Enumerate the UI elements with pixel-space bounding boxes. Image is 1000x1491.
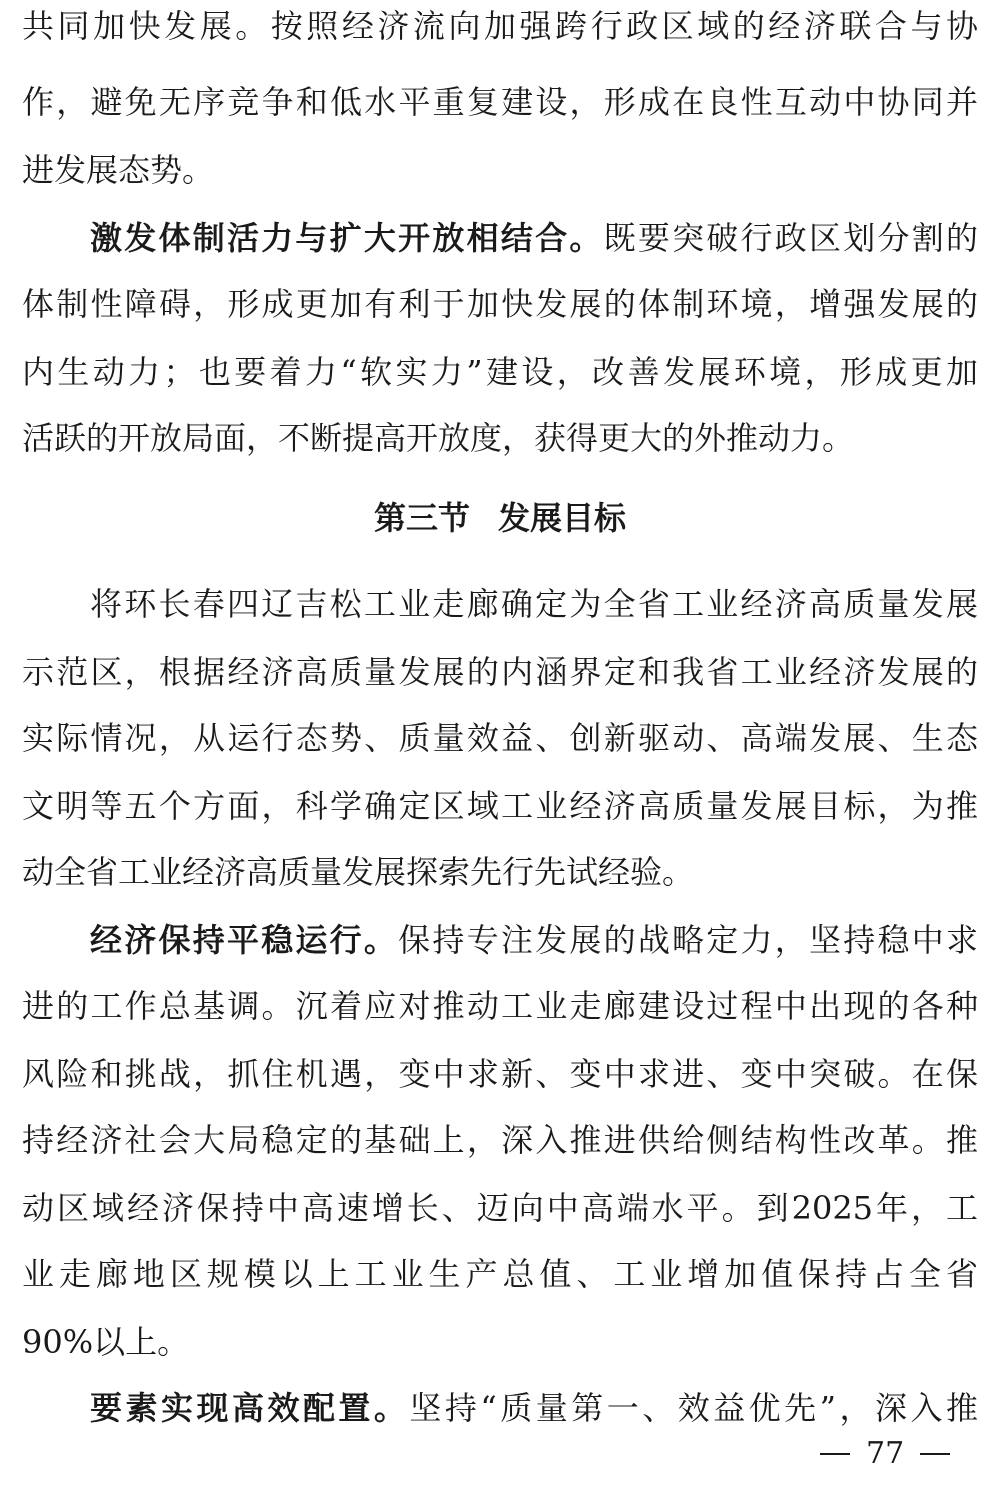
page-number: 77: [866, 1436, 905, 1471]
paragraph-line: 业走廊地区规模以上工业生产总值、工业增加值保持占全省: [22, 1255, 978, 1293]
paragraph-line: 实际情况，从运行态势、质量效益、创新驱动、高端发展、生态: [22, 719, 978, 757]
paragraph-line: 作，避免无序竞争和低水平重复建设，形成在良性互动中协同并: [22, 83, 978, 121]
paragraph-line-rest: 既要突破行政区划分割的: [603, 219, 978, 257]
paragraph-line: 共同加快发展。按照经济流向加强跨行政区域的经济联合与协: [22, 7, 978, 45]
paragraph-lead-bold: 激发体制活力与扩大开放相结合。: [90, 219, 604, 257]
paragraph-line: 活跃的开放局面，不断提高开放度，获得更大的外推动力。: [22, 419, 855, 457]
footer-dash-right: [920, 1453, 950, 1455]
section-number: 第三节: [373, 499, 470, 537]
page-number-footer: [820, 1434, 970, 1474]
paragraph-line-rest: 坚持“质量第一、效益优先”，深入推: [409, 1389, 978, 1427]
section-title: 发展目标: [498, 499, 627, 537]
paragraph-line: 动全省工业经济高质量发展探索先行先试经验。: [22, 853, 695, 891]
paragraph-line: 进发展态势。: [22, 151, 215, 189]
section-heading: [0, 494, 1000, 542]
paragraph-first-line: 将环长春四辽吉松工业走廊确定为全省工业经济高质量发展: [90, 585, 978, 623]
paragraph-line: 文明等五个方面，科学确定区域工业经济高质量发展目标，为推: [22, 787, 978, 825]
paragraph-first-line: [90, 214, 978, 262]
paragraph-first-line: [90, 916, 978, 964]
paragraph-line: 进的工作总基调。沉着应对推动工业走廊建设过程中出现的各种: [22, 987, 978, 1025]
paragraph-line-rest: 保持专注发展的战略定力，坚持稳中求: [398, 921, 978, 959]
paragraph-line: 持经济社会大局稳定的基础上，深入推进供给侧结构性改革。推: [22, 1121, 978, 1159]
paragraph-line: 90%以上。: [22, 1323, 190, 1361]
paragraph-lead-bold: 要素实现高效配置。: [90, 1389, 410, 1427]
paragraph-lead-bold: 经济保持平稳运行。: [90, 921, 399, 959]
footer-dash-left: [820, 1453, 850, 1455]
paragraph-line: 风险和挑战，抓住机遇，变中求新、变中求进、变中突破。在保: [22, 1055, 978, 1093]
paragraph-line: 内生动力；也要着力“软实力”建设，改善发展环境，形成更加: [22, 353, 978, 391]
paragraph-line: 体制性障碍，形成更加有利于加快发展的体制环境，增强发展的: [22, 285, 978, 323]
paragraph-line: 动区域经济保持中高速增长、迈向中高端水平。到2025年，工: [22, 1189, 978, 1227]
paragraph-first-line: [90, 1384, 978, 1432]
paragraph-line: 示范区，根据经济高质量发展的内涵界定和我省工业经济发展的: [22, 653, 978, 691]
